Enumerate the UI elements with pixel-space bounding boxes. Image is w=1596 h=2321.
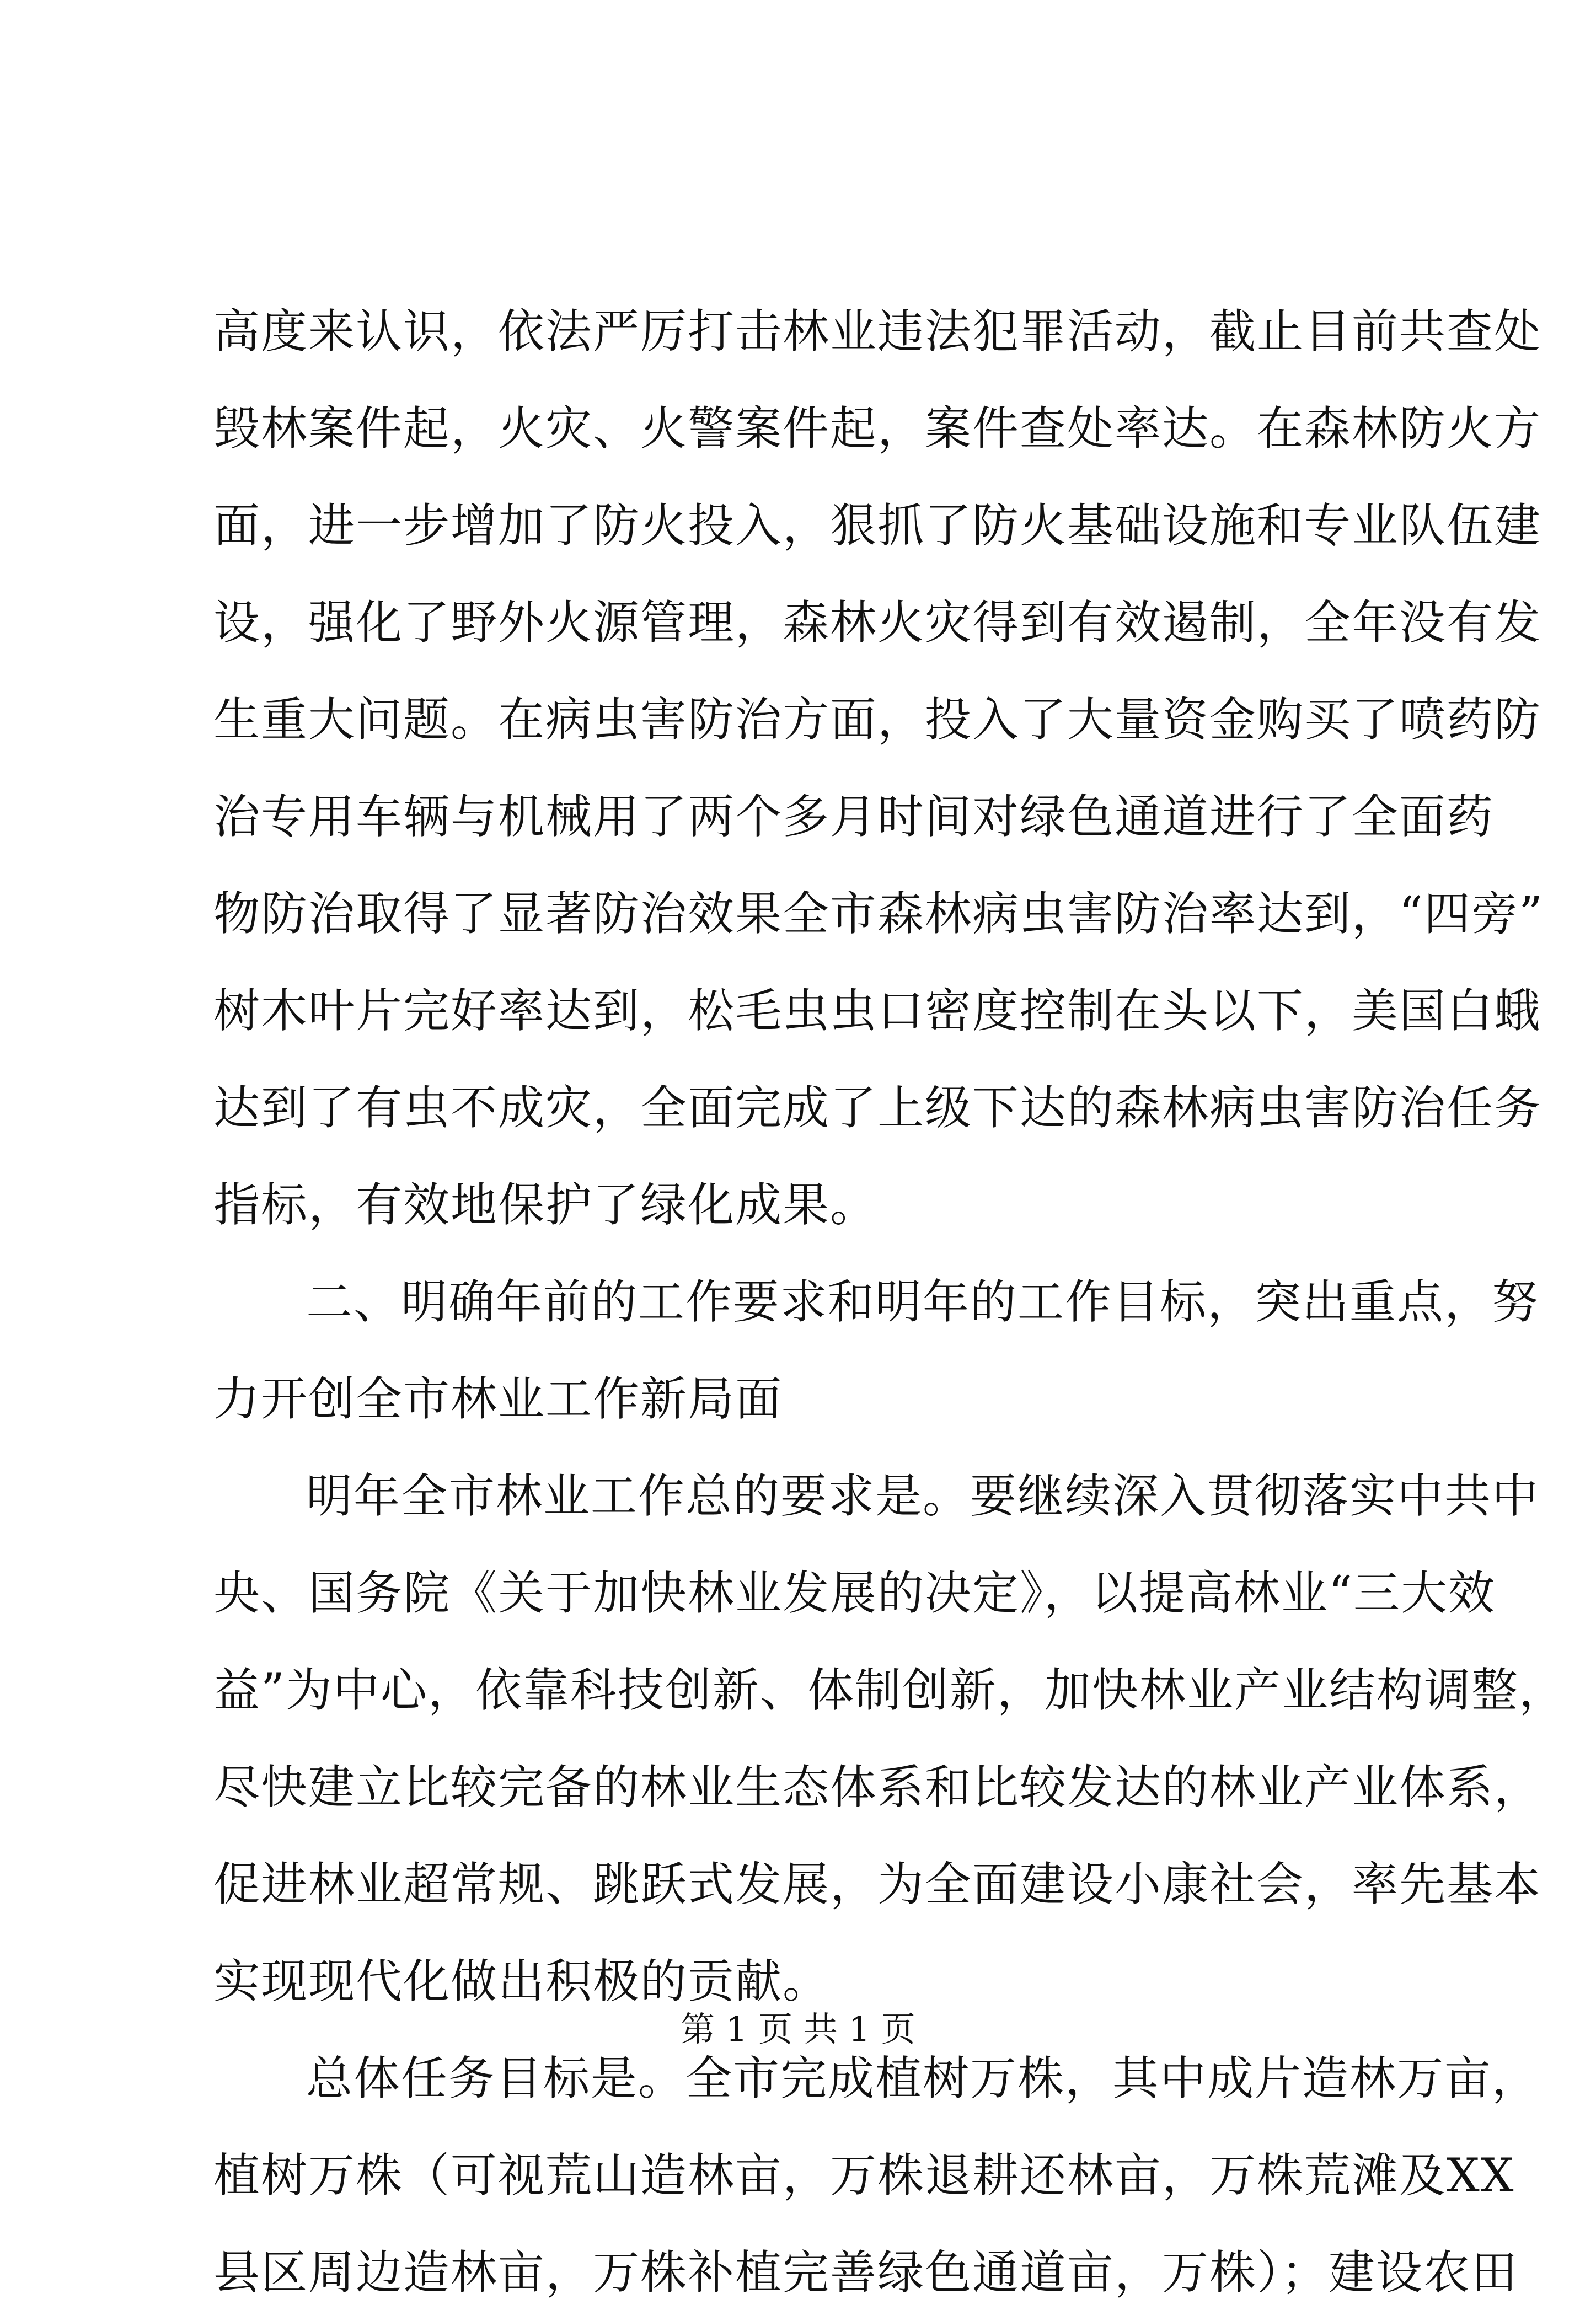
text-line: 生重大问题。在病虫害防治方面，投入了大量资金购买了喷药防: [213, 693, 1542, 747]
text-line: 指标，有效地保护了绿化成果。: [213, 1178, 878, 1232]
text-line: 促进林业超常规、跳跃式发展，为全面建设小康社会，率先基本: [213, 1857, 1542, 1911]
page-footer: 第 1 页 共 1 页: [681, 2009, 915, 2049]
text-line: 明年全市林业工作总的要求是。要继续深入贯彻落实中共中: [306, 1469, 1540, 1523]
text-line: 达到了有虫不成灾，全面完成了上级下达的森林病虫害防治任务: [213, 1081, 1542, 1135]
text-line: 高度来认识，依法严厉打击林业违法犯罪活动，截止目前共查处: [213, 304, 1542, 358]
text-line: 树木叶片完好率达到，松毛虫虫口密度控制在头以下，美国白蛾: [213, 984, 1542, 1038]
text-line: 县区周边造林亩，万株补植完善绿色通道亩，万株）；建设农田: [213, 2245, 1519, 2299]
text-line: 面，进一步增加了防火投入，狠抓了防火基础设施和专业队伍建: [213, 498, 1542, 553]
text-line: 尽快建立比较完备的林业生态体系和比较发达的林业产业体系，: [213, 1760, 1542, 1814]
text-line: 植树万株（可视荒山造林亩，万株退耕还林亩，万株荒滩及XX: [213, 2148, 1515, 2202]
text-line: 毁林案件起，火灾、火警案件起，案件查处率达。在森林防火方: [213, 401, 1542, 455]
text-line: 物防治取得了显著防治效果全市森林病虫害防治率达到，“四旁”: [213, 887, 1544, 941]
text-line: 益”为中心，依靠科技创新、体制创新，加快林业产业结构调整，: [213, 1663, 1566, 1717]
section-heading-line: 力开创全市林业工作新局面: [213, 1372, 783, 1426]
text-line: 央、国务院《关于加快林业发展的决定》，以提高林业“三大效: [213, 1566, 1496, 1620]
text-line: 治专用车辆与机械用了两个多月时间对绿色通道进行了全面药: [213, 790, 1495, 844]
text-line: 设，强化了野外火源管理，森林火灾得到有效遏制，全年没有发: [213, 596, 1542, 650]
text-line: 实现现代化做出积极的贡献。: [213, 1954, 831, 2008]
section-heading-line: 二、明确年前的工作要求和明年的工作目标，突出重点，努: [306, 1275, 1540, 1329]
text-line: 总体任务目标是。全市完成植树万株，其中成片造林万亩，: [306, 2051, 1540, 2105]
